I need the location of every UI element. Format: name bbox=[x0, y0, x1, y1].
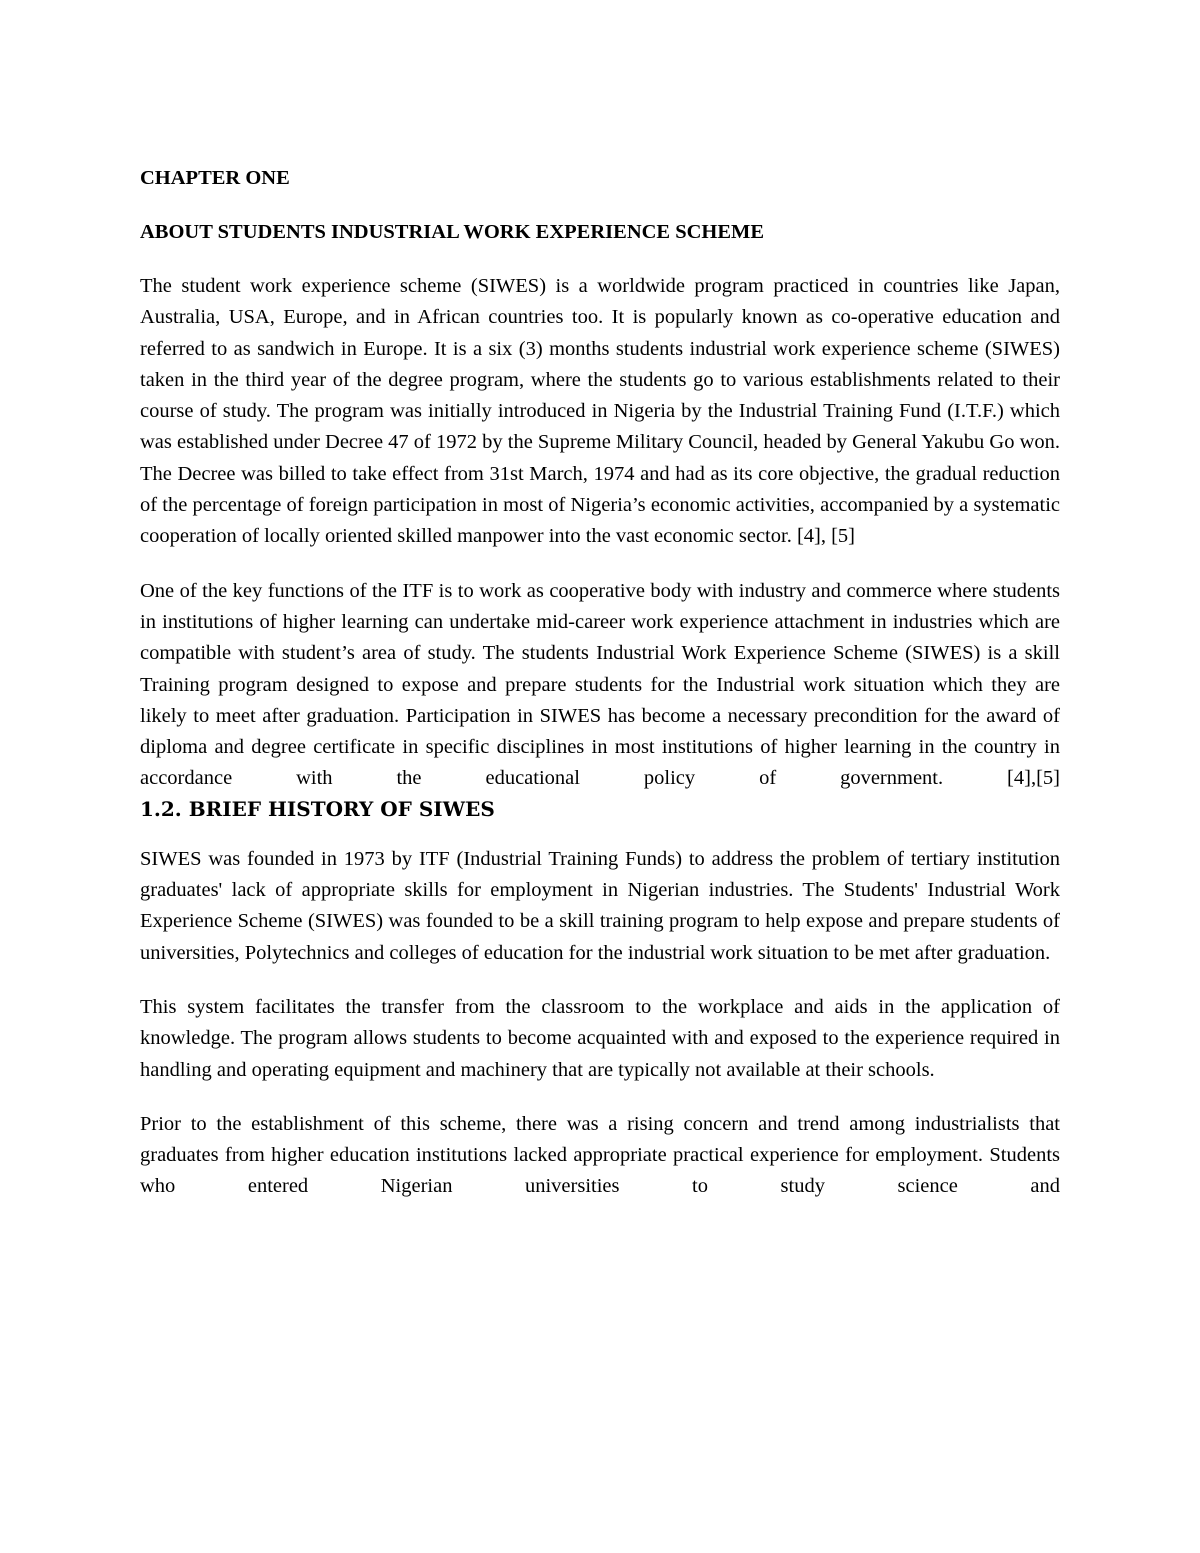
history-heading: 1.2. BRIEF HISTORY OF SIWES bbox=[140, 796, 495, 821]
paragraph-prior: Prior to the establishment of this scheme, there was a rising concern and trend among industrialists that graduates from higher education institutions lacked appropriate practical experience for employment. Students who entered Nigerian universities to study science and bbox=[140, 1112, 1060, 1198]
section-heading: ABOUT STUDENTS INDUSTRIAL WORK EXPERIENCE SCHEME bbox=[140, 221, 765, 243]
chapter-title: CHAPTER ONE bbox=[140, 167, 290, 189]
paragraph-history: SIWES was founded in 1973 by ITF (Industrial Training Funds) to address the problem of tertiary institution graduates' lack of appropriate skills for employment in Nigerian industries. The Students' Industrial Work Experience Scheme (SIWES) was founded to be a skill training program to help expose and prepare students of universities, Polytechnics and colleges of education for the industrial work situation to be met after graduation. bbox=[140, 847, 1060, 964]
document-page bbox=[140, 163, 1060, 1203]
paragraph-itf-functions: One of the key functions of the ITF is to work as cooperative body with industry and commerce where students in institutions of higher learning can undertake mid-career work experience attachment in industries which are compatible with student’s area of study. The students Industrial Work Experience Scheme (SIWES) is a skill Training program designed to expose and prepare students for the Industrial work situation which they are likely to meet after graduation. Participation in SIWES has become a necessary precondition for the award of diploma and degree certificate in specific disciplines in most institutions of higher learning in the country in accordance with the educational policy of government. [4],[5] bbox=[140, 579, 1060, 790]
paragraph-system: This system facilitates the transfer from the classroom to the workplace and aids in the application of knowledge. The program allows students to become acquainted with and exposed to the experience required in handling and operating equipment and machinery that are typically not available at their schools. bbox=[140, 995, 1060, 1081]
paragraph-siwes-intro: The student work experience scheme (SIWES) is a worldwide program practiced in countries like Japan, Australia, USA, Europe, and in African countries too. It is popularly known as co-operative education and referred to as sandwich in Europe. It is a six (3) months students industrial work experience scheme (SIWES) taken in the third year of the degree program, where the students go to various establishments related to their course of study. The program was initially introduced in Nigeria by the Industrial Training Fund (I.T.F.) which was established under Decree 47 of 1972 by the Supreme Military Council, headed by General Yakubu Go won. The Decree was billed to take effect from 31st March, 1974 and had as its core objective, the gradual reduction of the percentage of foreign participation in most of Nigeria’s economic activities, accompanied by a systematic cooperation of locally oriented skilled manpower into the vast economic sector. [4], [5] bbox=[140, 275, 1061, 548]
